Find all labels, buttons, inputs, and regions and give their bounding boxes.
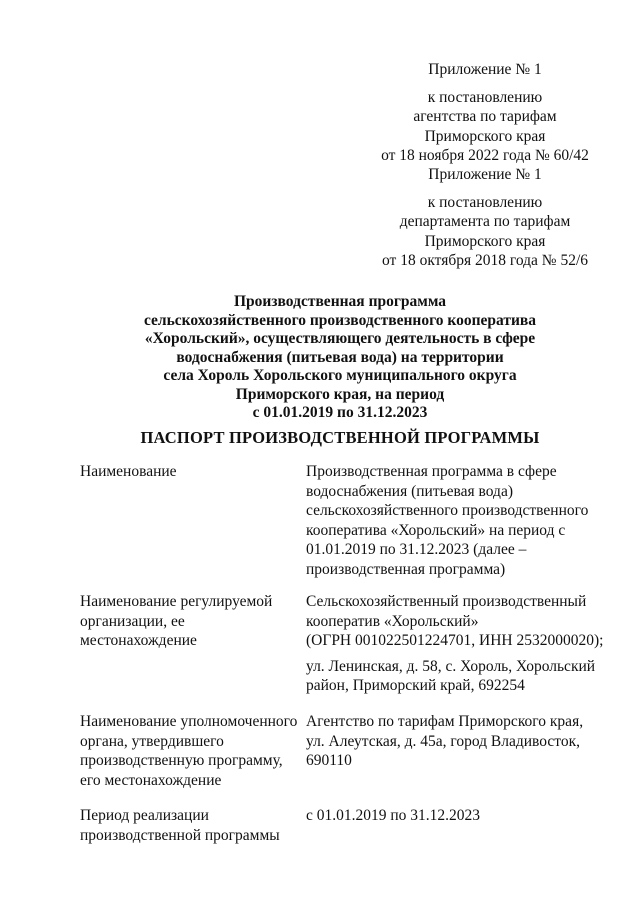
program-title-line: сельскохозяйственного производственного кооператива bbox=[143, 311, 537, 329]
row-label bbox=[80, 592, 298, 651]
row-label-line: производственную программу, bbox=[80, 752, 283, 769]
row-label bbox=[80, 806, 298, 845]
appendix-line: Приморского края bbox=[424, 232, 546, 250]
row-value-line: Агентство по тарифам Приморского края, bbox=[306, 713, 584, 730]
appendix-line: агентства по тарифам bbox=[413, 108, 557, 125]
row-value bbox=[306, 462, 606, 579]
row-label-line: органа, утвердившего bbox=[80, 732, 224, 750]
row-value-line: кооператив «Хорольский» bbox=[306, 612, 479, 630]
row-value-line: 01.01.2019 по 31.12.2023 (далее – bbox=[306, 541, 527, 558]
appendix-line: к постановлению bbox=[427, 193, 543, 211]
program-title-line: водоснабжения (питьевая вода) на территории bbox=[176, 348, 504, 366]
row-label-line: Период реализации bbox=[80, 807, 209, 824]
appendix-current bbox=[360, 60, 610, 166]
row-label-line: организации, ее bbox=[80, 612, 185, 630]
program-title-line: Приморского края, на период bbox=[235, 385, 445, 403]
appendix-line: от 18 ноября 2022 года № 60/42 bbox=[381, 147, 589, 164]
row-label-line: Наименование bbox=[80, 463, 177, 480]
program-title bbox=[110, 293, 570, 423]
row-value bbox=[306, 592, 606, 696]
row-label bbox=[80, 712, 298, 790]
row-label-line: его местонахождение bbox=[80, 771, 222, 789]
program-title-line: Производственная программа bbox=[233, 293, 447, 310]
appendix-line: к постановлению bbox=[427, 88, 543, 106]
appendix-line: департамента по тарифам bbox=[399, 213, 571, 230]
row-address-line: ул. Ленинская, д. 58, с. Хороль, Хорольский bbox=[306, 657, 596, 675]
appendix-line: от 18 октября 2018 года № 52/6 bbox=[382, 252, 588, 269]
row-value-line: (ОГРН 001022501224701, ИНН 2532000020); bbox=[306, 632, 604, 649]
row-value-line: Производственная программа в сфере bbox=[306, 463, 557, 480]
row-value-line: 690110 bbox=[306, 752, 352, 769]
appendix-original bbox=[360, 165, 610, 271]
row-value-line: сельскохозяйственного производственного bbox=[306, 502, 589, 519]
row-label-line: местонахождение bbox=[80, 632, 197, 649]
row-value-line: производственная программа) bbox=[306, 560, 506, 578]
row-label-line: производственной программы bbox=[80, 826, 280, 844]
row-address-line: район, Приморский край, 692254 bbox=[306, 677, 525, 694]
appendix-title: Приложение № 1 bbox=[428, 61, 542, 78]
appendix-title: Приложение № 1 bbox=[428, 166, 542, 183]
row-label-line: Наименование уполномоченного bbox=[80, 713, 298, 730]
row-label-line: Наименование регулируемой bbox=[80, 593, 273, 610]
passport-heading: ПАСПОРТ ПРОИЗВОДСТВЕННОЙ ПРОГРАММЫ bbox=[140, 428, 540, 447]
program-title-line: села Хороль Хорольского муниципального округа bbox=[163, 367, 517, 384]
row-value-line: Сельскохозяйственный производственный bbox=[306, 593, 587, 610]
row-value-line: кооператива «Хорольский» на период с bbox=[306, 521, 566, 539]
program-title-line: с 01.01.2019 по 31.12.2023 bbox=[252, 404, 428, 421]
row-value-line: ул. Алеутская, д. 45а, город Владивосток, bbox=[306, 732, 581, 750]
row-value bbox=[306, 712, 606, 771]
row-value bbox=[306, 806, 606, 826]
row-value-line: с 01.01.2019 по 31.12.2023 bbox=[306, 807, 481, 824]
row-label bbox=[80, 462, 298, 482]
appendix-line: Приморского края bbox=[424, 127, 546, 145]
row-value-line: водоснабжения (питьевая вода) bbox=[306, 482, 513, 500]
program-title-line: «Хорольский», осуществляющего деятельность в сфере bbox=[144, 330, 536, 347]
